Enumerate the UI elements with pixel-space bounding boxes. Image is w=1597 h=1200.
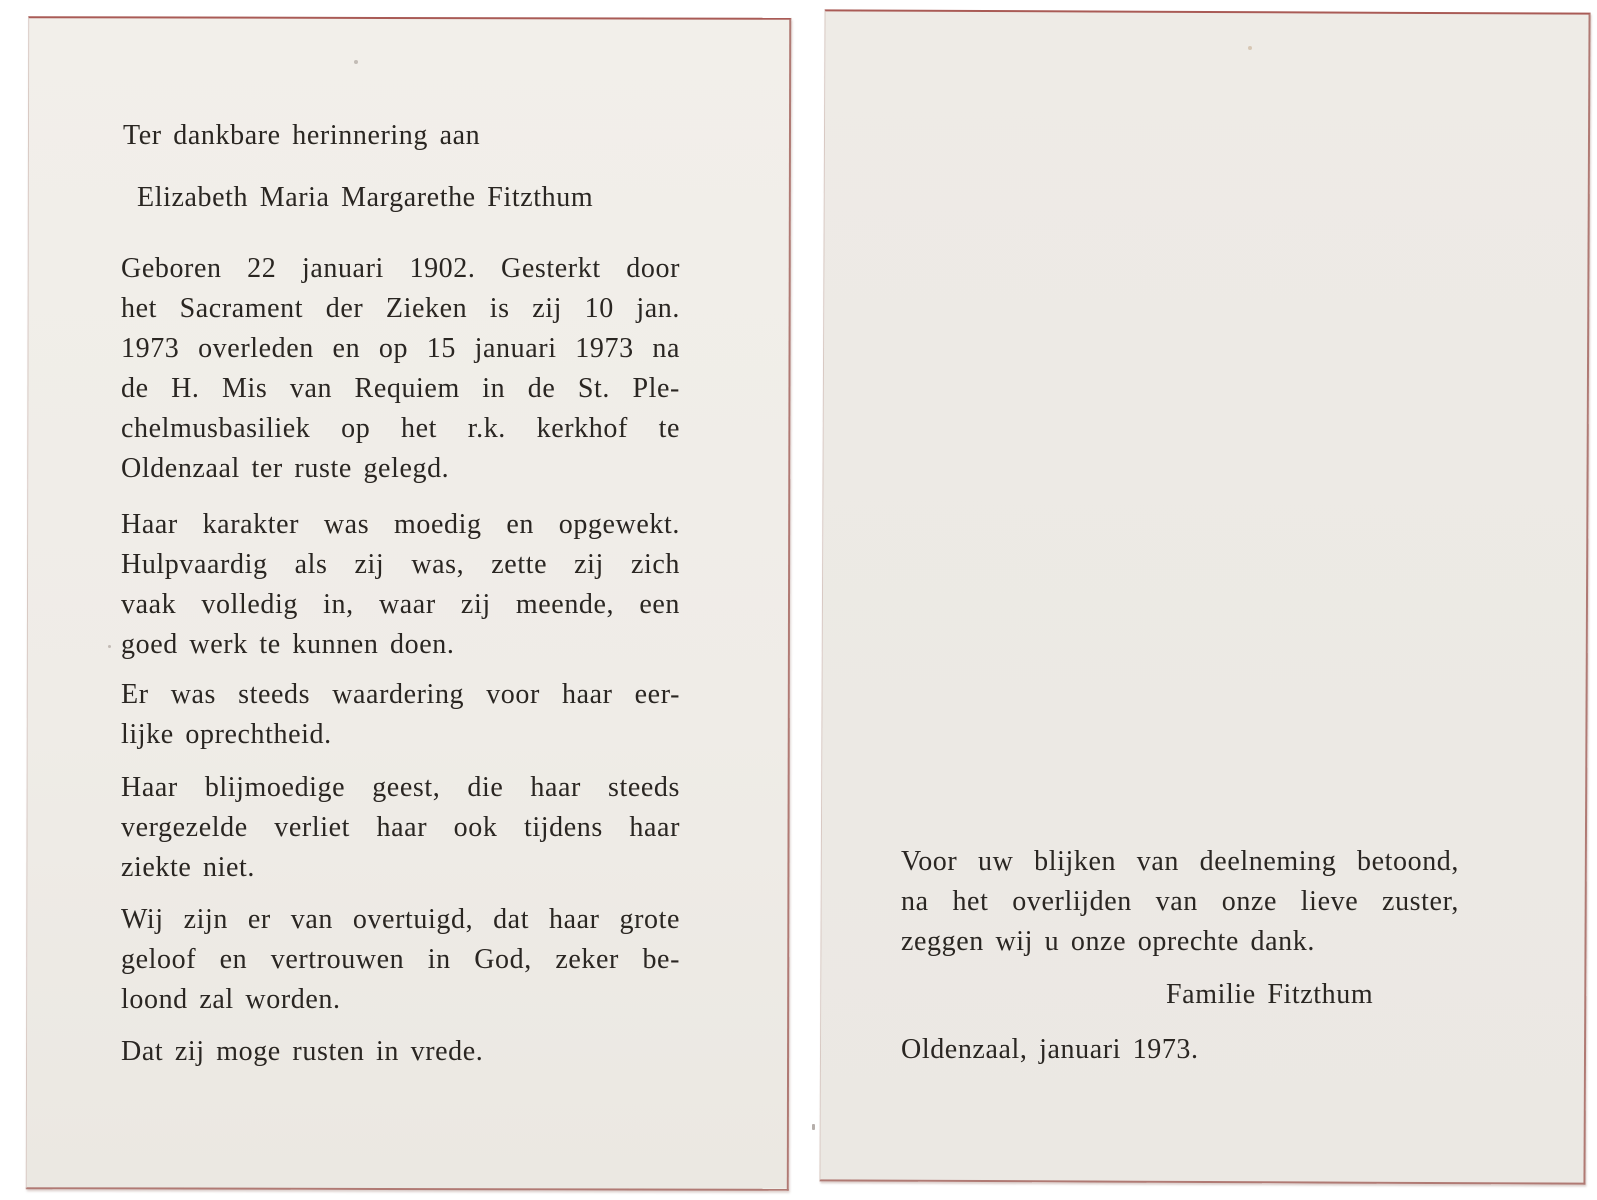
text-line: Geboren 22 januari 1902. Gesterkt door: [121, 253, 680, 284]
spirit-paragraph: [121, 768, 680, 888]
text-line: Voor uw blijken van deelneming betoond,: [901, 846, 1459, 877]
paper-speck: [354, 60, 358, 64]
deceased-name: Elizabeth Maria Margarethe Fitzthum: [137, 182, 594, 213]
text-line: vergezelde verliet haar ook tijdens haar: [121, 812, 680, 843]
thanks-paragraph: [901, 842, 1459, 962]
closing-line: Dat zij moge rusten in vrede.: [121, 1036, 484, 1067]
text-line: lijke oprechtheid.: [121, 719, 332, 750]
character-paragraph: [121, 505, 680, 665]
family-signature: Familie Fitzthum: [1166, 979, 1374, 1010]
text-line: na het overlijden van onze lieve zuster,: [901, 886, 1459, 917]
faith-paragraph: [121, 900, 680, 1020]
text-line: Oldenzaal ter ruste gelegd.: [121, 453, 450, 484]
text-line: zeggen wij u onze oprechte dank.: [901, 926, 1315, 957]
text-line: de H. Mis van Requiem in de St. Ple-: [121, 373, 680, 404]
intro-line: Ter dankbare herinnering aan: [123, 120, 481, 151]
text-line: Wij zijn er van overtuigd, dat haar grote: [121, 904, 680, 935]
text-line: 1973 overleden en op 15 januari 1973 na: [121, 333, 680, 364]
text-line: chelmusbasiliek op het r.k. kerkhof te: [121, 413, 680, 444]
text-line: Haar karakter was moedig en opgewekt.: [121, 509, 680, 540]
biography-paragraph: [121, 249, 680, 489]
text-line: Haar blijmoedige geest, die haar steeds: [121, 772, 680, 803]
text-line: het Sacrament der Zieken is zij 10 jan.: [121, 293, 680, 324]
text-line: vaak volledig in, waar zij meende, een: [121, 589, 680, 620]
text-line: geloof en vertrouwen in God, zeker be-: [121, 944, 680, 975]
text-line: ziekte niet.: [121, 852, 256, 883]
place-date: Oldenzaal, januari 1973.: [901, 1034, 1199, 1065]
text-line: Er was steeds waardering voor haar eer-: [121, 679, 680, 710]
text-line: Hulpvaardig als zij was, zette zij zich: [121, 549, 680, 580]
paper-speck: [812, 1124, 815, 1130]
paper-speck: [1248, 46, 1252, 50]
text-line: loond zal worden.: [121, 984, 341, 1015]
appreciation-paragraph: [121, 675, 680, 755]
paper-speck: [108, 645, 111, 648]
text-line: goed werk te kunnen doen.: [121, 629, 455, 660]
